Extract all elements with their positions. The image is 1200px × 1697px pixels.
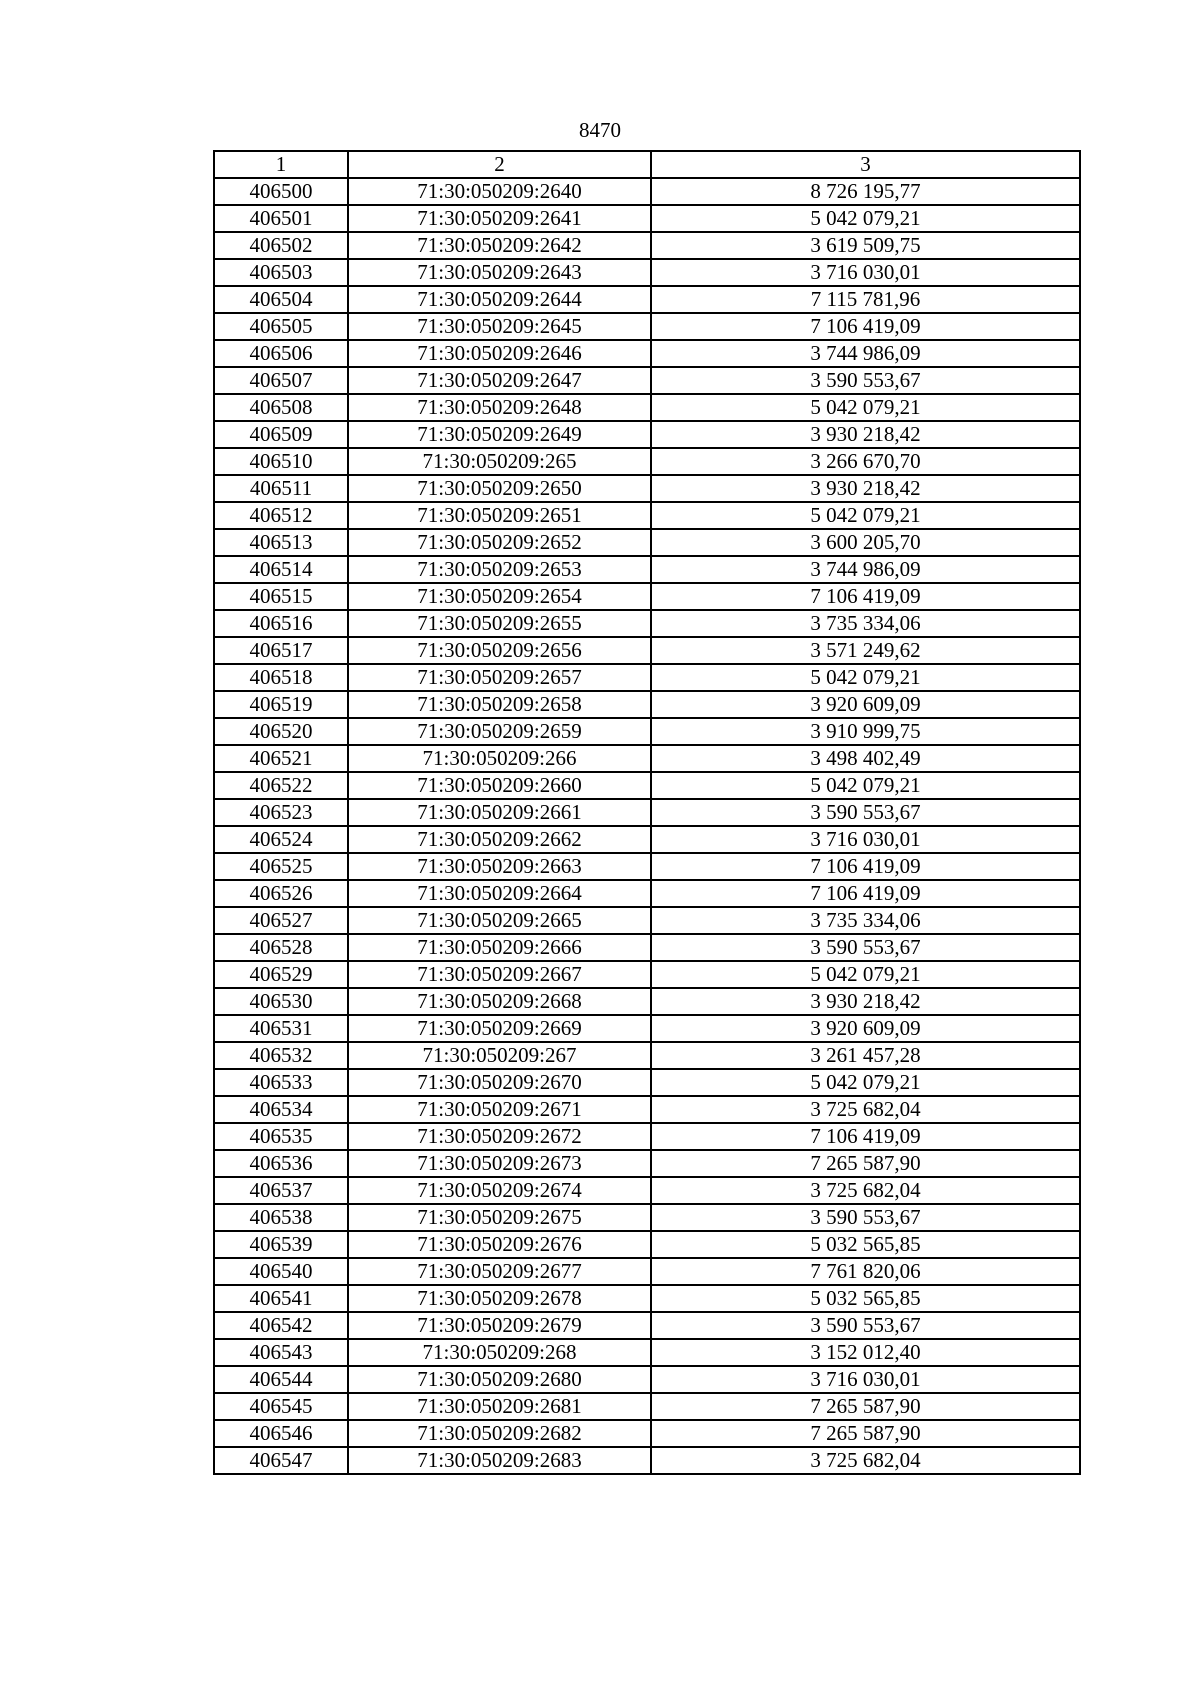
row-number-cell: 406525 bbox=[214, 853, 348, 880]
row-number-cell: 406532 bbox=[214, 1042, 348, 1069]
table-row bbox=[214, 1285, 1080, 1312]
row-number-cell: 406509 bbox=[214, 421, 348, 448]
cadastral-number-cell: 71:30:050209:2657 bbox=[348, 664, 651, 691]
value-cell: 5 042 079,21 bbox=[651, 664, 1080, 691]
value-cell: 3 266 670,70 bbox=[651, 448, 1080, 475]
table-row bbox=[214, 880, 1080, 907]
row-number-cell: 406517 bbox=[214, 637, 348, 664]
cadastral-number-cell: 71:30:050209:268 bbox=[348, 1339, 651, 1366]
cadastral-number-cell: 71:30:050209:2679 bbox=[348, 1312, 651, 1339]
cadastral-number-cell: 71:30:050209:2640 bbox=[348, 178, 651, 205]
value-cell: 3 590 553,67 bbox=[651, 1312, 1080, 1339]
cadastral-number-cell: 71:30:050209:2666 bbox=[348, 934, 651, 961]
row-number-cell: 406542 bbox=[214, 1312, 348, 1339]
table-row bbox=[214, 1231, 1080, 1258]
row-number-cell: 406511 bbox=[214, 475, 348, 502]
value-cell: 3 590 553,67 bbox=[651, 934, 1080, 961]
cadastral-number-cell: 71:30:050209:2659 bbox=[348, 718, 651, 745]
value-cell: 3 716 030,01 bbox=[651, 1366, 1080, 1393]
value-cell: 7 265 587,90 bbox=[651, 1150, 1080, 1177]
table-row bbox=[214, 718, 1080, 745]
cadastral-number-cell: 71:30:050209:2644 bbox=[348, 286, 651, 313]
page-number: 8470 bbox=[579, 118, 621, 142]
cadastral-number-cell: 71:30:050209:2643 bbox=[348, 259, 651, 286]
row-number-cell: 406530 bbox=[214, 988, 348, 1015]
value-cell: 3 735 334,06 bbox=[651, 610, 1080, 637]
value-cell: 3 910 999,75 bbox=[651, 718, 1080, 745]
table-row bbox=[214, 1042, 1080, 1069]
cadastral-number-cell: 71:30:050209:2682 bbox=[348, 1420, 651, 1447]
cadastral-number-cell: 71:30:050209:2668 bbox=[348, 988, 651, 1015]
cadastral-number-cell: 71:30:050209:2664 bbox=[348, 880, 651, 907]
value-cell: 3 498 402,49 bbox=[651, 745, 1080, 772]
cadastral-number-cell: 71:30:050209:2672 bbox=[348, 1123, 651, 1150]
row-number-cell: 406506 bbox=[214, 340, 348, 367]
value-cell: 3 930 218,42 bbox=[651, 988, 1080, 1015]
cadastral-number-cell: 71:30:050209:2683 bbox=[348, 1447, 651, 1474]
cadastral-number-cell: 71:30:050209:267 bbox=[348, 1042, 651, 1069]
registry-table bbox=[213, 150, 1081, 1475]
cadastral-number-cell: 71:30:050209:2645 bbox=[348, 313, 651, 340]
value-cell: 3 725 682,04 bbox=[651, 1177, 1080, 1204]
value-cell: 7 106 419,09 bbox=[651, 880, 1080, 907]
row-number-cell: 406545 bbox=[214, 1393, 348, 1420]
value-cell: 3 716 030,01 bbox=[651, 259, 1080, 286]
value-cell: 3 744 986,09 bbox=[651, 556, 1080, 583]
row-number-cell: 406520 bbox=[214, 718, 348, 745]
table-row bbox=[214, 1339, 1080, 1366]
row-number-cell: 406516 bbox=[214, 610, 348, 637]
row-number-cell: 406535 bbox=[214, 1123, 348, 1150]
cadastral-number-cell: 71:30:050209:2642 bbox=[348, 232, 651, 259]
table-row bbox=[214, 1420, 1080, 1447]
cadastral-number-cell: 71:30:050209:2649 bbox=[348, 421, 651, 448]
value-cell: 3 590 553,67 bbox=[651, 1204, 1080, 1231]
cadastral-number-cell: 71:30:050209:2673 bbox=[348, 1150, 651, 1177]
table-row bbox=[214, 664, 1080, 691]
column-header-3: 3 bbox=[651, 151, 1080, 178]
cadastral-number-cell: 71:30:050209:2662 bbox=[348, 826, 651, 853]
value-cell: 3 261 457,28 bbox=[651, 1042, 1080, 1069]
cadastral-number-cell: 71:30:050209:2676 bbox=[348, 1231, 651, 1258]
row-number-cell: 406529 bbox=[214, 961, 348, 988]
row-number-cell: 406501 bbox=[214, 205, 348, 232]
value-cell: 5 042 079,21 bbox=[651, 205, 1080, 232]
value-cell: 3 725 682,04 bbox=[651, 1096, 1080, 1123]
row-number-cell: 406536 bbox=[214, 1150, 348, 1177]
value-cell: 3 590 553,67 bbox=[651, 367, 1080, 394]
value-cell: 7 265 587,90 bbox=[651, 1420, 1080, 1447]
table-row bbox=[214, 1096, 1080, 1123]
row-number-cell: 406539 bbox=[214, 1231, 348, 1258]
table-row bbox=[214, 286, 1080, 313]
table-row bbox=[214, 1447, 1080, 1474]
row-number-cell: 406503 bbox=[214, 259, 348, 286]
row-number-cell: 406515 bbox=[214, 583, 348, 610]
table-row bbox=[214, 1015, 1080, 1042]
row-number-cell: 406533 bbox=[214, 1069, 348, 1096]
row-number-cell: 406522 bbox=[214, 772, 348, 799]
table-row bbox=[214, 853, 1080, 880]
value-cell: 3 920 609,09 bbox=[651, 691, 1080, 718]
cadastral-number-cell: 71:30:050209:2651 bbox=[348, 502, 651, 529]
cadastral-number-cell: 71:30:050209:2652 bbox=[348, 529, 651, 556]
row-number-cell: 406502 bbox=[214, 232, 348, 259]
cadastral-number-cell: 71:30:050209:2675 bbox=[348, 1204, 651, 1231]
value-cell: 3 735 334,06 bbox=[651, 907, 1080, 934]
value-cell: 7 115 781,96 bbox=[651, 286, 1080, 313]
value-cell: 8 726 195,77 bbox=[651, 178, 1080, 205]
row-number-cell: 406504 bbox=[214, 286, 348, 313]
table-row bbox=[214, 961, 1080, 988]
cadastral-number-cell: 71:30:050209:2656 bbox=[348, 637, 651, 664]
value-cell: 7 106 419,09 bbox=[651, 1123, 1080, 1150]
cadastral-number-cell: 71:30:050209:2646 bbox=[348, 340, 651, 367]
table-row bbox=[214, 475, 1080, 502]
table-row bbox=[214, 610, 1080, 637]
row-number-cell: 406546 bbox=[214, 1420, 348, 1447]
value-cell: 7 106 419,09 bbox=[651, 583, 1080, 610]
row-number-cell: 406513 bbox=[214, 529, 348, 556]
value-cell: 7 761 820,06 bbox=[651, 1258, 1080, 1285]
cadastral-number-cell: 71:30:050209:2669 bbox=[348, 1015, 651, 1042]
table-row bbox=[214, 421, 1080, 448]
row-number-cell: 406524 bbox=[214, 826, 348, 853]
row-number-cell: 406541 bbox=[214, 1285, 348, 1312]
table-row bbox=[214, 502, 1080, 529]
table-header-row bbox=[214, 151, 1080, 178]
cadastral-number-cell: 71:30:050209:2660 bbox=[348, 772, 651, 799]
cadastral-number-cell: 71:30:050209:266 bbox=[348, 745, 651, 772]
row-number-cell: 406500 bbox=[214, 178, 348, 205]
table-row bbox=[214, 205, 1080, 232]
cadastral-number-cell: 71:30:050209:2653 bbox=[348, 556, 651, 583]
cadastral-number-cell: 71:30:050209:2665 bbox=[348, 907, 651, 934]
cadastral-number-cell: 71:30:050209:2648 bbox=[348, 394, 651, 421]
table-row bbox=[214, 1204, 1080, 1231]
table-row bbox=[214, 934, 1080, 961]
row-number-cell: 406526 bbox=[214, 880, 348, 907]
table-row bbox=[214, 394, 1080, 421]
table-row bbox=[214, 313, 1080, 340]
value-cell: 3 571 249,62 bbox=[651, 637, 1080, 664]
value-cell: 7 106 419,09 bbox=[651, 853, 1080, 880]
row-number-cell: 406528 bbox=[214, 934, 348, 961]
cadastral-number-cell: 71:30:050209:2667 bbox=[348, 961, 651, 988]
cadastral-number-cell: 71:30:050209:2677 bbox=[348, 1258, 651, 1285]
value-cell: 7 265 587,90 bbox=[651, 1393, 1080, 1420]
row-number-cell: 406507 bbox=[214, 367, 348, 394]
value-cell: 3 930 218,42 bbox=[651, 421, 1080, 448]
row-number-cell: 406518 bbox=[214, 664, 348, 691]
value-cell: 3 725 682,04 bbox=[651, 1447, 1080, 1474]
row-number-cell: 406538 bbox=[214, 1204, 348, 1231]
cadastral-number-cell: 71:30:050209:2655 bbox=[348, 610, 651, 637]
value-cell: 5 042 079,21 bbox=[651, 394, 1080, 421]
row-number-cell: 406508 bbox=[214, 394, 348, 421]
table-row bbox=[214, 367, 1080, 394]
column-header-2: 2 bbox=[348, 151, 651, 178]
row-number-cell: 406531 bbox=[214, 1015, 348, 1042]
table-row bbox=[214, 1150, 1080, 1177]
value-cell: 3 619 509,75 bbox=[651, 232, 1080, 259]
value-cell: 3 930 218,42 bbox=[651, 475, 1080, 502]
table-row bbox=[214, 232, 1080, 259]
row-number-cell: 406537 bbox=[214, 1177, 348, 1204]
cadastral-number-cell: 71:30:050209:2650 bbox=[348, 475, 651, 502]
table-row bbox=[214, 1258, 1080, 1285]
cadastral-number-cell: 71:30:050209:2680 bbox=[348, 1366, 651, 1393]
value-cell: 3 600 205,70 bbox=[651, 529, 1080, 556]
cadastral-number-cell: 71:30:050209:2647 bbox=[348, 367, 651, 394]
cadastral-number-cell: 71:30:050209:2663 bbox=[348, 853, 651, 880]
cadastral-number-cell: 71:30:050209:265 bbox=[348, 448, 651, 475]
cadastral-number-cell: 71:30:050209:2674 bbox=[348, 1177, 651, 1204]
row-number-cell: 406543 bbox=[214, 1339, 348, 1366]
table-row bbox=[214, 1312, 1080, 1339]
value-cell: 5 032 565,85 bbox=[651, 1231, 1080, 1258]
table-body bbox=[214, 151, 1080, 1474]
value-cell: 3 716 030,01 bbox=[651, 826, 1080, 853]
row-number-cell: 406519 bbox=[214, 691, 348, 718]
row-number-cell: 406547 bbox=[214, 1447, 348, 1474]
cadastral-number-cell: 71:30:050209:2641 bbox=[348, 205, 651, 232]
cadastral-number-cell: 71:30:050209:2681 bbox=[348, 1393, 651, 1420]
value-cell: 7 106 419,09 bbox=[651, 313, 1080, 340]
table-row bbox=[214, 772, 1080, 799]
row-number-cell: 406540 bbox=[214, 1258, 348, 1285]
table-row bbox=[214, 826, 1080, 853]
table-row bbox=[214, 340, 1080, 367]
value-cell: 5 042 079,21 bbox=[651, 502, 1080, 529]
table-row bbox=[214, 1177, 1080, 1204]
table-row bbox=[214, 1069, 1080, 1096]
value-cell: 3 590 553,67 bbox=[651, 799, 1080, 826]
table-row bbox=[214, 259, 1080, 286]
table-row bbox=[214, 691, 1080, 718]
table-row bbox=[214, 583, 1080, 610]
table-row bbox=[214, 988, 1080, 1015]
value-cell: 5 042 079,21 bbox=[651, 772, 1080, 799]
cadastral-number-cell: 71:30:050209:2678 bbox=[348, 1285, 651, 1312]
table-row bbox=[214, 556, 1080, 583]
table-row bbox=[214, 1366, 1080, 1393]
table-row bbox=[214, 907, 1080, 934]
value-cell: 3 920 609,09 bbox=[651, 1015, 1080, 1042]
table-row bbox=[214, 1123, 1080, 1150]
cadastral-number-cell: 71:30:050209:2658 bbox=[348, 691, 651, 718]
row-number-cell: 406505 bbox=[214, 313, 348, 340]
table-row bbox=[214, 799, 1080, 826]
row-number-cell: 406534 bbox=[214, 1096, 348, 1123]
table-row bbox=[214, 448, 1080, 475]
cadastral-number-cell: 71:30:050209:2661 bbox=[348, 799, 651, 826]
row-number-cell: 406527 bbox=[214, 907, 348, 934]
table-row bbox=[214, 745, 1080, 772]
value-cell: 5 042 079,21 bbox=[651, 1069, 1080, 1096]
cadastral-number-cell: 71:30:050209:2670 bbox=[348, 1069, 651, 1096]
value-cell: 3 152 012,40 bbox=[651, 1339, 1080, 1366]
row-number-cell: 406514 bbox=[214, 556, 348, 583]
cadastral-number-cell: 71:30:050209:2671 bbox=[348, 1096, 651, 1123]
value-cell: 3 744 986,09 bbox=[651, 340, 1080, 367]
row-number-cell: 406510 bbox=[214, 448, 348, 475]
row-number-cell: 406521 bbox=[214, 745, 348, 772]
table-row bbox=[214, 529, 1080, 556]
column-header-1: 1 bbox=[214, 151, 348, 178]
table-row bbox=[214, 178, 1080, 205]
row-number-cell: 406544 bbox=[214, 1366, 348, 1393]
value-cell: 5 032 565,85 bbox=[651, 1285, 1080, 1312]
value-cell: 5 042 079,21 bbox=[651, 961, 1080, 988]
table-row bbox=[214, 1393, 1080, 1420]
row-number-cell: 406512 bbox=[214, 502, 348, 529]
row-number-cell: 406523 bbox=[214, 799, 348, 826]
cadastral-number-cell: 71:30:050209:2654 bbox=[348, 583, 651, 610]
table-row bbox=[214, 637, 1080, 664]
